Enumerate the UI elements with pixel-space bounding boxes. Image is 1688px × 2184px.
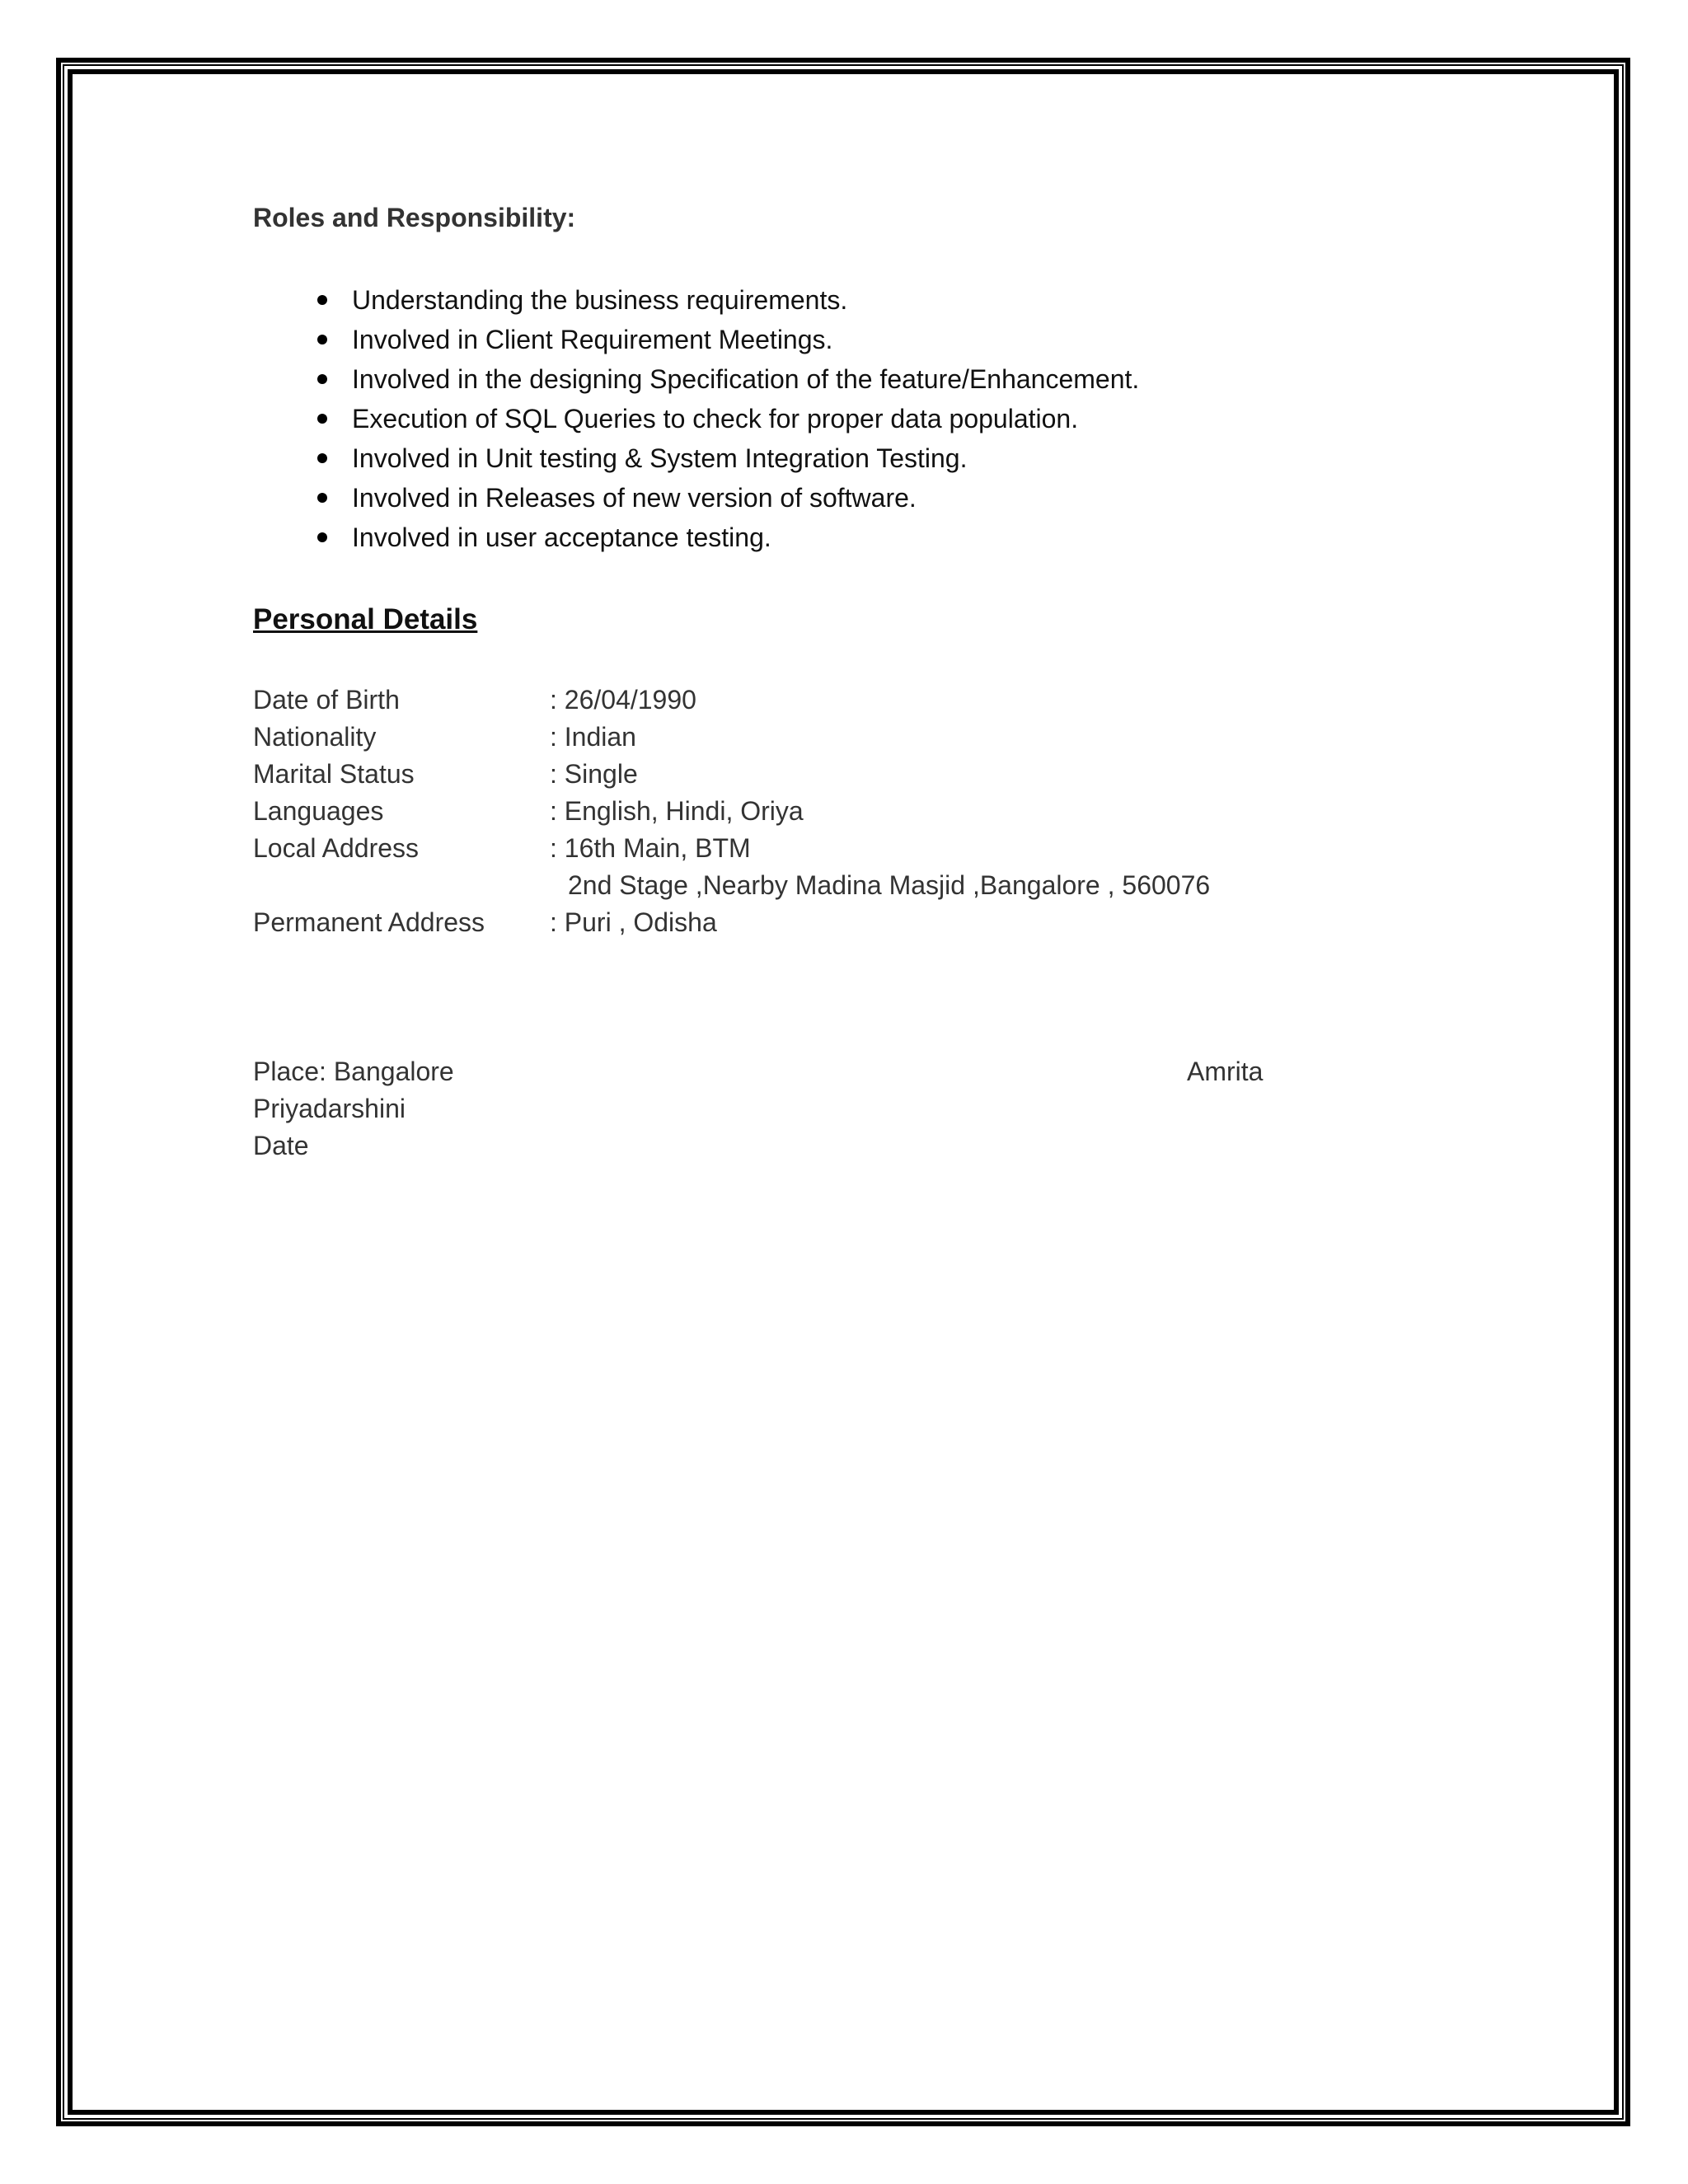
list-item: Execution of SQL Queries to check for proper data population. bbox=[253, 399, 1139, 438]
bullet-icon bbox=[317, 493, 327, 503]
bullet-icon bbox=[317, 335, 327, 344]
list-item: Understanding the business requirements. bbox=[253, 280, 1139, 320]
signature-name-first: Amrita bbox=[1187, 1057, 1264, 1086]
signature-name-last: Priyadarshini bbox=[253, 1094, 406, 1123]
list-item: Involved in Unit testing & System Integration Testing. bbox=[253, 438, 1139, 478]
list-item: Involved in Releases of new version of software. bbox=[253, 478, 1139, 518]
detail-value: 2nd Stage ,Nearby Madina Masjid ,Bangalore , 560076 bbox=[568, 870, 1211, 900]
detail-value: : 16th Main, BTM bbox=[550, 833, 751, 863]
list-item: Involved in user acceptance testing. bbox=[253, 518, 1139, 557]
bullet-icon bbox=[317, 453, 327, 463]
detail-label: Marital Status bbox=[253, 759, 415, 789]
list-item: Involved in the designing Specification of the feature/Enhancement. bbox=[253, 359, 1139, 399]
detail-value: : 26/04/1990 bbox=[550, 685, 696, 715]
roles-list bbox=[253, 280, 1139, 557]
personal-details-heading: Personal Details bbox=[253, 603, 478, 635]
detail-label: Permanent Address bbox=[253, 907, 485, 937]
place-line bbox=[253, 1053, 1489, 1090]
date-line bbox=[253, 1127, 1489, 1165]
date-label: Date bbox=[253, 1131, 309, 1160]
detail-label: Date of Birth bbox=[253, 685, 400, 715]
bullet-icon bbox=[317, 374, 327, 384]
list-item: Involved in Client Requirement Meetings. bbox=[253, 320, 1139, 359]
detail-label: Languages bbox=[253, 796, 384, 826]
detail-value: : Single bbox=[550, 759, 638, 789]
detail-value: : English, Hindi, Oriya bbox=[550, 796, 804, 826]
signature-block bbox=[253, 1053, 1489, 1165]
bullet-icon bbox=[317, 295, 327, 305]
detail-label: Nationality bbox=[253, 722, 377, 752]
roles-heading: Roles and Responsibility: bbox=[253, 203, 576, 232]
detail-value: : Puri , Odisha bbox=[550, 907, 717, 937]
name-line bbox=[253, 1090, 1489, 1127]
detail-value: : Indian bbox=[550, 722, 636, 752]
bullet-icon bbox=[317, 532, 327, 542]
detail-label: Local Address bbox=[253, 833, 420, 863]
place-text: Place: Bangalore bbox=[253, 1057, 454, 1086]
bullet-icon bbox=[317, 414, 327, 424]
